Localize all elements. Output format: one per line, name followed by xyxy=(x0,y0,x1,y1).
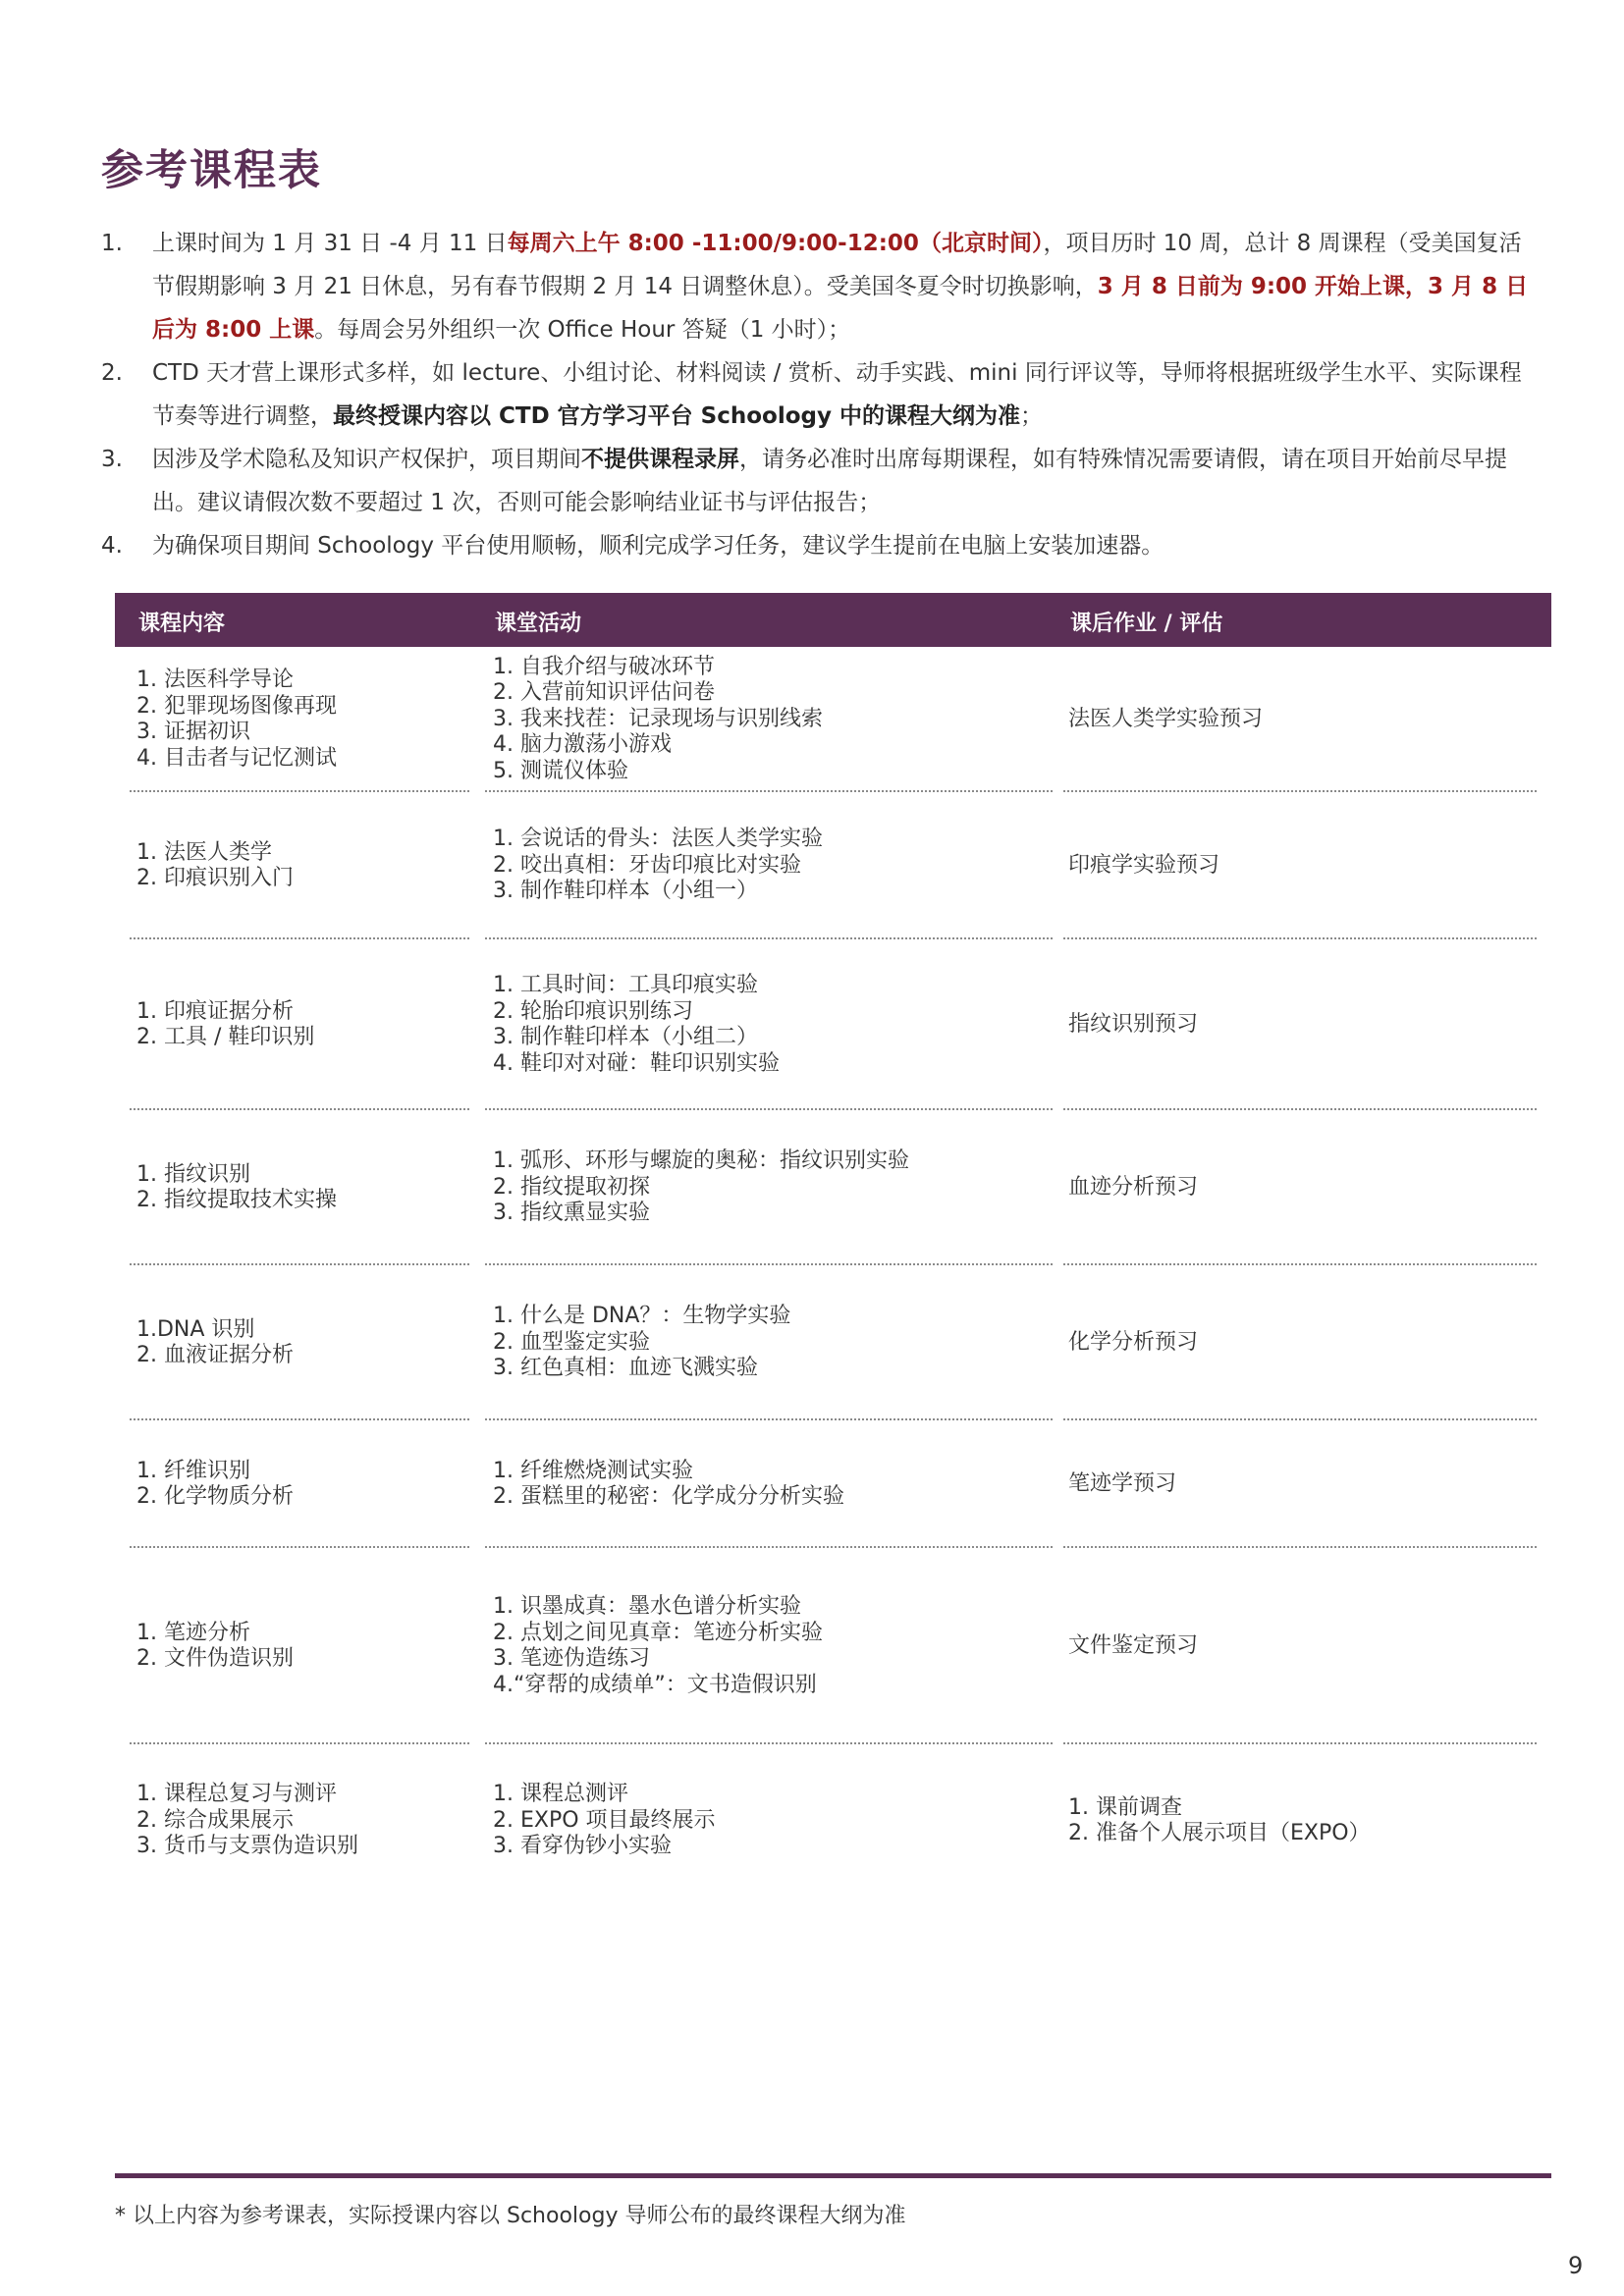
cell-line: 1. 课程总复习与测评 xyxy=(136,1782,337,1807)
footnote: * 以上内容为参考课表，实际授课内容以 Schoology 导师公布的最终课程大纲为准 xyxy=(115,2204,906,2228)
cell-line: 4.“穿帮的成绩单”：文书造假识别 xyxy=(493,1672,817,1697)
cell-line: 1. 法医人类学 xyxy=(136,839,272,865)
note-segment: ，项目历时 10 周，总计 8 周课程（受美国复活节假期影响 3 月 21 日休息，另有春节假期 2 月 14 日调整休息）。受美国冬夏令时切换影响， xyxy=(152,231,1522,299)
cell-line: 1. 课程总测评 xyxy=(493,1782,628,1807)
homework-cell xyxy=(1068,1744,1530,1897)
cell-line: 1. 笔迹分析 xyxy=(136,1620,250,1645)
cell-line: 3. 证据初识 xyxy=(136,720,250,744)
note-item xyxy=(101,222,1535,351)
cell-line: 2. 化学物质分析 xyxy=(136,1484,294,1509)
page-title: 参考课程表 xyxy=(101,146,322,195)
cell-line: 2. 综合成果展示 xyxy=(136,1807,294,1833)
course-content-cell xyxy=(136,1420,460,1548)
note-number: 3. xyxy=(101,447,123,472)
homework-cell xyxy=(1068,647,1530,792)
course-content-cell xyxy=(136,1110,460,1265)
cell-line: 5. 测谎仪体验 xyxy=(493,758,628,783)
activities-cell xyxy=(493,1265,1043,1420)
cell-line: 1. 纤维燃烧测试实验 xyxy=(493,1458,693,1483)
cell-line: 化学分析预习 xyxy=(1068,1329,1199,1355)
cell-line: 1. 弧形、环形与螺旋的奥秘：指纹识别实验 xyxy=(493,1148,909,1174)
note-item xyxy=(101,524,1535,567)
homework-cell xyxy=(1068,939,1530,1110)
cell-line: 1. 法医科学导论 xyxy=(136,667,294,692)
cell-line: 1. 自我介绍与破冰环节 xyxy=(493,654,715,679)
cell-line: 2. 咬出真相：牙齿印痕比对实验 xyxy=(493,852,801,878)
activities-cell xyxy=(493,647,1043,792)
cell-line: 2. 点划之间见真章：笔迹分析实验 xyxy=(493,1620,823,1645)
cell-line: 2. 准备个人展示项目（EXPO） xyxy=(1068,1821,1371,1845)
cell-line: 指纹识别预习 xyxy=(1068,1011,1199,1037)
course-content-cell xyxy=(136,1548,460,1744)
table-header xyxy=(115,593,1551,647)
cell-line: 3. 笔迹伪造练习 xyxy=(493,1646,650,1671)
course-content-cell xyxy=(136,792,460,939)
cell-line: 血迹分析预习 xyxy=(1068,1174,1199,1200)
note-segment: ； xyxy=(1020,403,1044,429)
homework-cell xyxy=(1068,792,1530,939)
cell-line: 1. 工具时间：工具印痕实验 xyxy=(493,973,758,997)
table-row xyxy=(115,792,1551,939)
course-content-cell xyxy=(136,647,460,792)
cell-line: 3. 制作鞋印样本（小组二） xyxy=(493,1025,758,1049)
cell-line: 1. 识墨成真：墨水色谱分析实验 xyxy=(493,1594,801,1619)
activities-cell xyxy=(493,792,1043,939)
cell-line: 笔迹学预习 xyxy=(1068,1470,1177,1496)
activities-cell xyxy=(493,1420,1043,1548)
note-number: 2. xyxy=(101,360,123,386)
note-segment: 。每周会另外组织一次 Office Hour 答疑（1 小时）； xyxy=(314,317,851,343)
activities-cell xyxy=(493,1548,1043,1744)
activities-cell xyxy=(493,939,1043,1110)
cell-line: 2. 入营前知识评估问卷 xyxy=(493,680,715,706)
header-content: 课程内容 xyxy=(138,612,226,636)
page-number: 9 xyxy=(1568,2252,1584,2279)
cell-line: 印痕学实验预习 xyxy=(1068,852,1220,878)
note-emphasis: 最终授课内容以 CTD 官方学习平台 Schoology 中的课程大纲为准 xyxy=(333,403,1021,429)
homework-cell xyxy=(1068,1548,1530,1744)
homework-cell xyxy=(1068,1265,1530,1420)
notes-list xyxy=(101,222,1535,567)
cell-line: 2. 指纹提取初探 xyxy=(493,1174,650,1200)
note-segment: 因涉及学术隐私及知识产权保护，项目期间 xyxy=(152,447,581,472)
cell-line: 1. 指纹识别 xyxy=(136,1161,250,1187)
course-content-cell xyxy=(136,1744,460,1897)
note-item xyxy=(101,351,1535,438)
cell-line: 1. 课前调查 xyxy=(1068,1794,1182,1820)
note-segment: CTD 天才营上课形式多样，如 lecture、小组讨论、材料阅读 / 赏析、动手实践、mini 同行评议等，导师将根据班级学生水平、实际课程节奏等进行调整， xyxy=(152,360,1522,429)
note-text xyxy=(152,222,1535,351)
note-segment: 上课时间为 1 月 31 日 -4 月 11 日 xyxy=(152,231,508,256)
cell-line: 文件鉴定预习 xyxy=(1068,1632,1199,1658)
cell-line: 3. 看穿伪钞小实验 xyxy=(493,1834,672,1859)
course-content-cell xyxy=(136,939,460,1110)
cell-line: 2. 轮胎印痕识别练习 xyxy=(493,998,693,1024)
table-row xyxy=(115,1548,1551,1744)
table-row xyxy=(115,647,1551,792)
cell-line: 2. 血液证据分析 xyxy=(136,1343,294,1367)
cell-line: 4. 目击者与记忆测试 xyxy=(136,745,337,771)
note-item xyxy=(101,438,1535,524)
course-content-cell xyxy=(136,1265,460,1420)
header-homework: 课后作业 / 评估 xyxy=(1070,612,1223,636)
cell-line: 3. 红色真相：血迹飞溅实验 xyxy=(493,1356,758,1381)
note-text xyxy=(152,438,1535,524)
note-text xyxy=(152,524,1535,567)
cell-line: 4. 脑力激荡小游戏 xyxy=(493,732,672,758)
table-bottom-rule xyxy=(115,2173,1551,2178)
cell-line: 3. 制作鞋印样本（小组一） xyxy=(493,879,758,904)
schedule-table xyxy=(115,647,1551,1897)
note-text xyxy=(152,351,1535,438)
cell-line: 3. 货币与支票伪造识别 xyxy=(136,1834,358,1859)
table-row xyxy=(115,1420,1551,1548)
note-number: 1. xyxy=(101,231,123,256)
note-emphasis: 不提供课程录屏 xyxy=(581,447,739,472)
homework-cell xyxy=(1068,1110,1530,1265)
cell-line: 2. 犯罪现场图像再现 xyxy=(136,693,337,719)
cell-line: 2. EXPO 项目最终展示 xyxy=(493,1807,716,1833)
cell-line: 2. 工具 / 鞋印识别 xyxy=(136,1025,315,1049)
cell-line: 法医人类学实验预习 xyxy=(1068,706,1264,731)
note-segment: 为确保项目期间 Schoology 平台使用顺畅，顺利完成学习任务，建议学生提前在电脑上安装加速器。 xyxy=(152,533,1164,559)
table-row xyxy=(115,1110,1551,1265)
cell-line: 1. 印痕证据分析 xyxy=(136,998,294,1024)
note-emphasis: 3 月 8 日前为 9:00 开始上课，3 月 8 日后为 8:00 上课 xyxy=(152,274,1529,343)
note-emphasis: 每周六上午 8:00 -11:00/9:00-12:00（北京时间） xyxy=(507,231,1044,256)
cell-line: 2. 指纹提取技术实操 xyxy=(136,1188,337,1212)
table-row xyxy=(115,1744,1551,1897)
table-row xyxy=(115,1265,1551,1420)
note-segment: ，请务必准时出席每期课程，如有特殊情况需要请假，请在项目开始前尽早提出。建议请假次数不要超过 1 次，否则可能会影响结业证书与评估报告； xyxy=(152,447,1507,515)
cell-line: 1. 会说话的骨头：法医人类学实验 xyxy=(493,827,823,852)
table-row xyxy=(115,939,1551,1110)
cell-line: 1.DNA 识别 xyxy=(136,1316,255,1342)
cell-line: 2. 印痕识别入门 xyxy=(136,866,294,890)
cell-line: 3. 指纹熏显实验 xyxy=(493,1201,650,1226)
cell-line: 2. 血型鉴定实验 xyxy=(493,1329,650,1355)
cell-line: 1. 纤维识别 xyxy=(136,1458,250,1483)
header-activities: 课堂活动 xyxy=(495,612,582,636)
cell-line: 1. 什么是 DNA？：生物学实验 xyxy=(493,1304,791,1329)
note-number: 4. xyxy=(101,533,123,559)
activities-cell xyxy=(493,1744,1043,1897)
cell-line: 4. 鞋印对对碰：鞋印识别实验 xyxy=(493,1050,780,1076)
homework-cell xyxy=(1068,1420,1530,1548)
cell-line: 2. 文件伪造识别 xyxy=(136,1646,294,1671)
cell-line: 2. 蛋糕里的秘密：化学成分分析实验 xyxy=(493,1484,844,1509)
activities-cell xyxy=(493,1110,1043,1265)
cell-line: 3. 我来找茬：记录现场与识别线索 xyxy=(493,706,823,731)
